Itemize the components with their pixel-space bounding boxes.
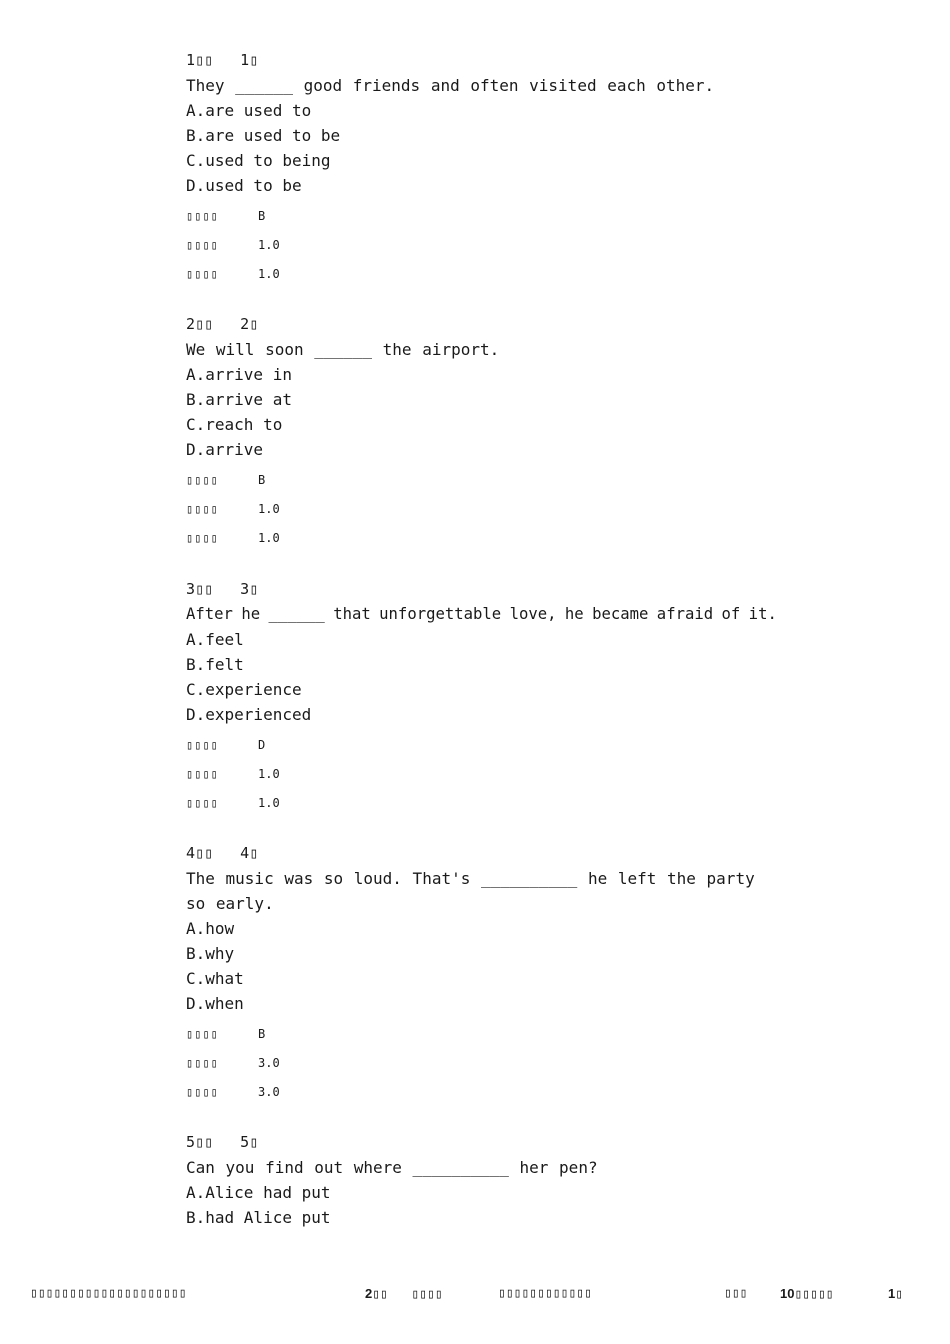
score-value: 3.0 bbox=[258, 1056, 280, 1070]
footer-count-number: 10 bbox=[780, 1286, 795, 1301]
footer-page-suffix: ▯▯ ▯▯▯▯ bbox=[372, 1287, 443, 1302]
score-value: 1.0 bbox=[258, 238, 280, 252]
meta-row-points bbox=[186, 264, 786, 293]
score-value: 1.0 bbox=[258, 502, 280, 516]
answer-meta bbox=[186, 735, 786, 822]
footer-total-count bbox=[780, 1284, 834, 1304]
meta-row-points bbox=[186, 1082, 786, 1111]
option-a: A.Alice had put bbox=[186, 1183, 331, 1202]
question-header: 5▯▯ 5▯ bbox=[186, 1133, 259, 1151]
option-a: A.are used to bbox=[186, 101, 312, 120]
option-b: B.are used to be bbox=[186, 126, 341, 145]
question-1 bbox=[186, 48, 786, 293]
question-stem: They ______ good friends and often visited each other. bbox=[186, 76, 715, 95]
meta-label: ▯▯▯▯ bbox=[186, 1085, 219, 1099]
meta-row-answer bbox=[186, 735, 786, 764]
correct-answer: B bbox=[258, 1027, 266, 1041]
correct-answer: B bbox=[258, 473, 266, 487]
footer-left-text: ▯▯▯▯▯▯▯▯▯▯▯▯▯▯▯▯▯▯▯▯ bbox=[30, 1286, 187, 1301]
question-stem: The music was so loud. That's __________ he left the party so early. bbox=[186, 869, 766, 913]
meta-row-points bbox=[186, 528, 786, 557]
footer-page-num bbox=[888, 1284, 903, 1304]
question-3 bbox=[186, 577, 786, 822]
option-c: C.reach to bbox=[186, 415, 283, 434]
meta-row-points bbox=[186, 793, 786, 822]
meta-label: ▯▯▯▯ bbox=[186, 238, 219, 252]
question-2 bbox=[186, 312, 786, 557]
points-value: 1.0 bbox=[258, 531, 280, 545]
meta-label: ▯▯▯▯ bbox=[186, 796, 219, 810]
option-a: A.how bbox=[186, 919, 235, 938]
option-d: D.arrive bbox=[186, 440, 264, 459]
meta-row-answer bbox=[186, 1024, 786, 1053]
meta-label: ▯▯▯▯ bbox=[186, 267, 219, 281]
footer-page-num-value: 1 bbox=[888, 1286, 896, 1301]
option-d: D.when bbox=[186, 994, 244, 1013]
correct-answer: D bbox=[258, 738, 266, 752]
meta-row-score bbox=[186, 499, 786, 528]
points-value: 1.0 bbox=[258, 267, 280, 281]
question-header: 1▯▯ 1▯ bbox=[186, 51, 259, 69]
answer-meta bbox=[186, 206, 786, 293]
question-header: 4▯▯ 4▯ bbox=[186, 844, 259, 862]
meta-row-score bbox=[186, 1053, 786, 1082]
points-value: 1.0 bbox=[258, 796, 280, 810]
option-b: B.why bbox=[186, 944, 235, 963]
correct-answer: B bbox=[258, 209, 266, 223]
option-a: A.arrive in bbox=[186, 365, 292, 384]
footer-right-label: ▯▯▯ bbox=[724, 1286, 748, 1301]
meta-row-answer bbox=[186, 206, 786, 235]
footer-count-suffix: ▯▯▯▯▯ bbox=[794, 1287, 834, 1302]
points-value: 3.0 bbox=[258, 1085, 280, 1099]
meta-row-answer bbox=[186, 470, 786, 499]
option-c: C.used to being bbox=[186, 151, 331, 170]
footer-page-indicator bbox=[365, 1284, 443, 1304]
footer-page-num-suffix: ▯ bbox=[895, 1287, 904, 1302]
meta-label: ▯▯▯▯ bbox=[186, 209, 219, 223]
meta-label: ▯▯▯▯ bbox=[186, 738, 219, 752]
option-b: B.felt bbox=[186, 655, 244, 674]
question-stem: We will soon ______ the airport. bbox=[186, 340, 500, 359]
option-c: C.what bbox=[186, 969, 244, 988]
meta-label: ▯▯▯▯ bbox=[186, 473, 219, 487]
footer-page-number: 2 bbox=[365, 1286, 373, 1301]
option-b: B.arrive at bbox=[186, 390, 292, 409]
option-d: D.experienced bbox=[186, 705, 312, 724]
option-a: A.feel bbox=[186, 630, 244, 649]
question-header: 3▯▯ 3▯ bbox=[186, 580, 259, 598]
question-header: 2▯▯ 2▯ bbox=[186, 315, 259, 333]
meta-label: ▯▯▯▯ bbox=[186, 502, 219, 516]
answer-meta bbox=[186, 470, 786, 557]
meta-label: ▯▯▯▯ bbox=[186, 1027, 219, 1041]
answer-meta bbox=[186, 1024, 786, 1111]
meta-label: ▯▯▯▯ bbox=[186, 767, 219, 781]
option-d: D.used to be bbox=[186, 176, 302, 195]
meta-label: ▯▯▯▯ bbox=[186, 1056, 219, 1070]
option-c: C.experience bbox=[186, 680, 302, 699]
meta-row-score bbox=[186, 235, 786, 264]
meta-label: ▯▯▯▯ bbox=[186, 531, 219, 545]
question-5 bbox=[186, 1130, 786, 1230]
question-stem: After he ______ that unforgettable love, he became afraid of it. bbox=[186, 605, 777, 623]
question-4 bbox=[186, 841, 786, 1111]
option-b: B.had Alice put bbox=[186, 1208, 331, 1227]
question-stem: Can you find out where __________ her pen? bbox=[186, 1158, 598, 1177]
score-value: 1.0 bbox=[258, 767, 280, 781]
meta-row-score bbox=[186, 764, 786, 793]
footer-middle-text: ▯▯▯▯▯▯▯▯▯▯▯▯ bbox=[498, 1286, 592, 1301]
